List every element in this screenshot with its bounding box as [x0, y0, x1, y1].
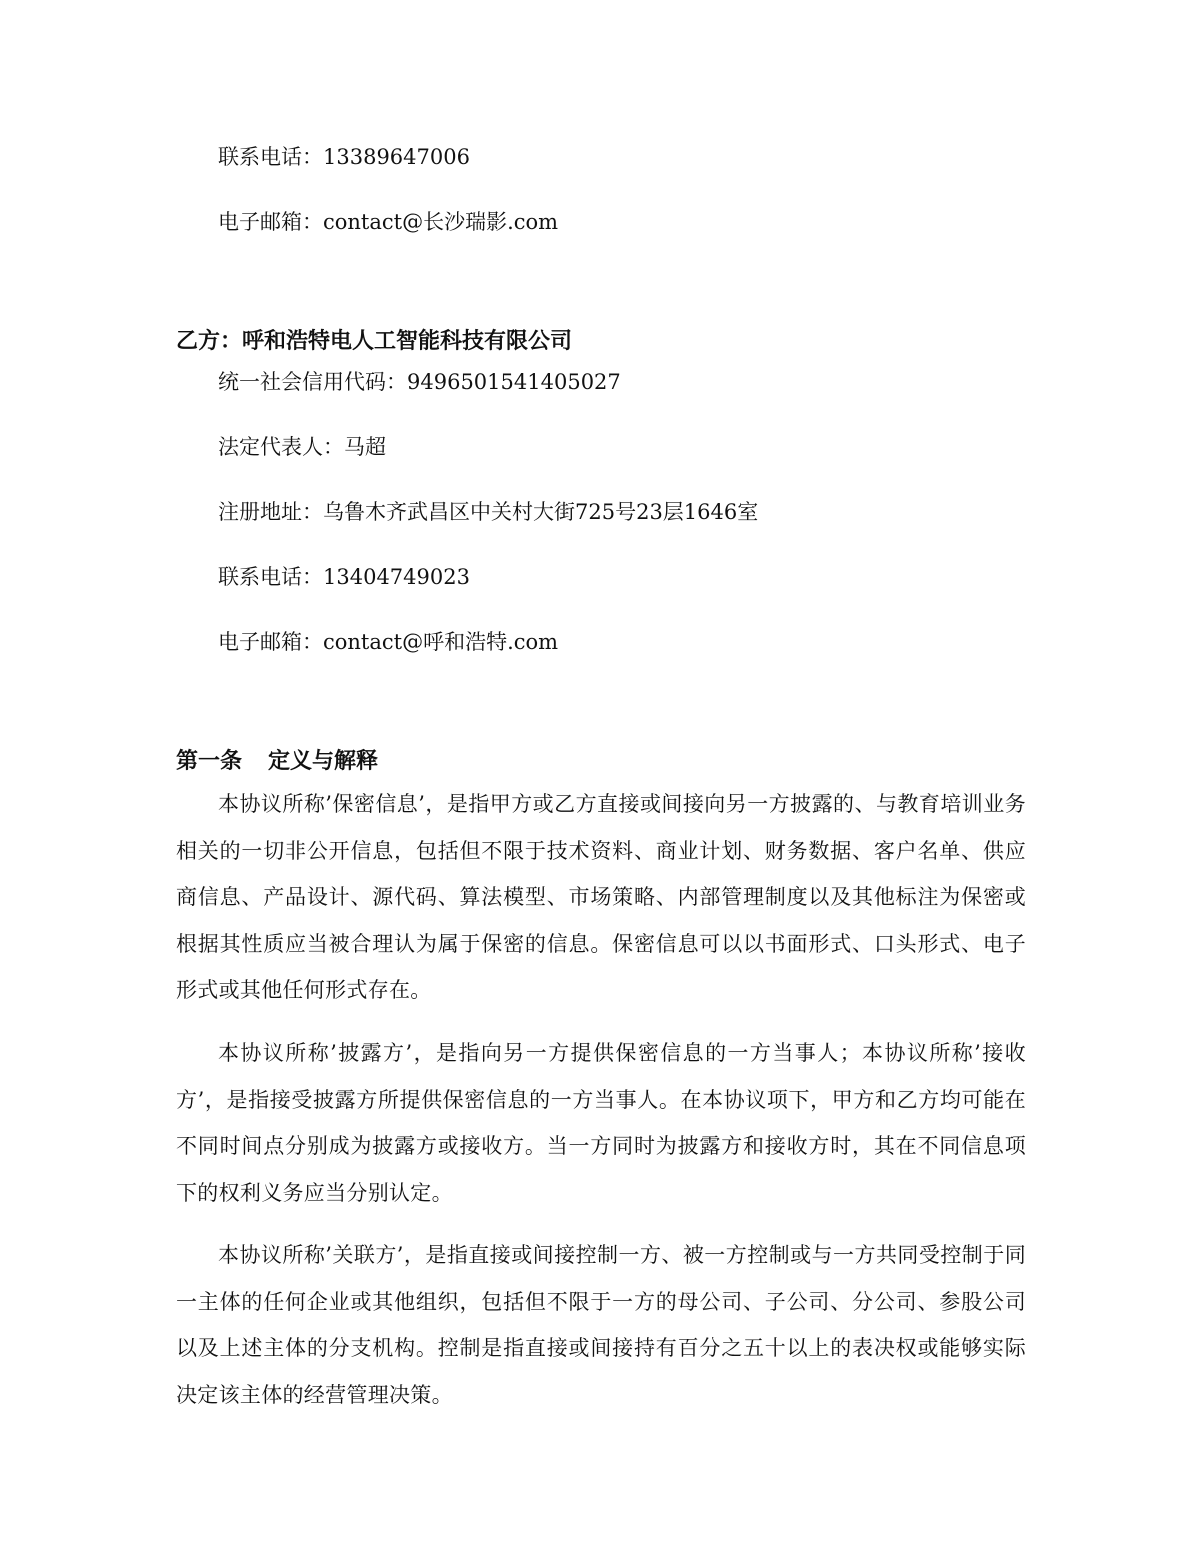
party-a-email: 电子邮箱：contact@长沙瑞影.com [218, 210, 559, 234]
article-title: 定义与解释 [268, 749, 379, 774]
article-number: 第一条 [176, 749, 243, 774]
party-b-heading: 乙方：呼和浩特电人工智能科技有限公司 [176, 329, 573, 354]
party-b-address: 注册地址：乌鲁木齐武昌区中关村大街725号23层1646室 [218, 500, 759, 524]
definition-paragraph: 本协议所称’保密信息’，是指甲方或乙方直接或间接向另一方披露的、与教育培训业务相关的一切非公开信息，包括但不限于技术资料、商业计划、财务数据、客户名单、供应商信息、产品设计、源代码、算法模型、市场策略、内部管理制度以及其他标注为保密或根据其性质应当被合理认为属于保密的信息。保密信息可以以书面形式、口头形式、电子形式或其他任何形式存在。 [176, 792, 1026, 1002]
definition-paragraph: 本协议所称’披露方’，是指向另一方提供保密信息的一方当事人；本协议所称’接收方’，是指接受披露方所提供保密信息的一方当事人。在本协议项下，甲方和乙方均可能在不同时间点分别成为披露方或接收方。当一方同时为披露方和接收方时，其在不同信息项下的权利义务应当分别认定。 [176, 1041, 1026, 1205]
definition-paragraph: 本协议所称’关联方’，是指直接或间接控制一方、被一方控制或与一方共同受控制于同一主体的任何企业或其他组织，包括但不限于一方的母公司、子公司、分公司、参股公司以及上述主体的分支机构。控制是指直接或间接持有百分之五十以上的表决权或能够实际决定该主体的经营管理决策。 [176, 1243, 1026, 1407]
party-a-phone: 联系电话：13389647006 [218, 145, 470, 169]
party-b-legal-rep: 法定代表人：马超 [218, 435, 386, 459]
party-b-phone: 联系电话：13404749023 [218, 565, 470, 589]
party-b-credit-code: 统一社会信用代码：9496501541405027 [218, 370, 621, 394]
party-b-email: 电子邮箱：contact@呼和浩特.com [218, 630, 559, 654]
article-heading [176, 747, 378, 777]
